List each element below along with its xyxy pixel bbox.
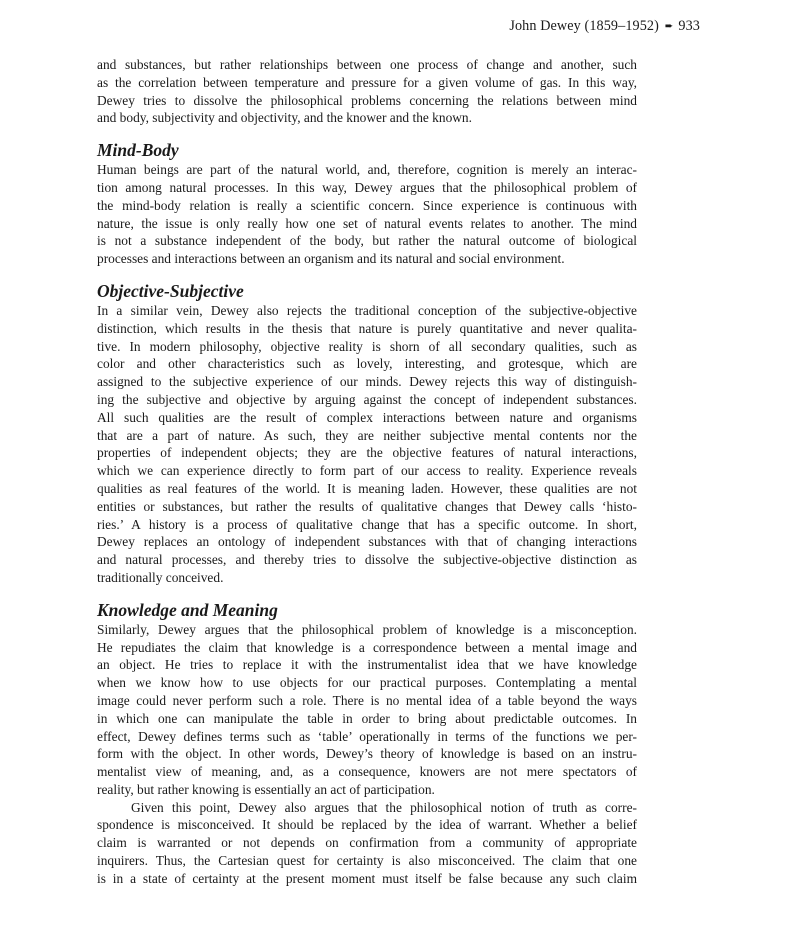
text-line: reality, but rather knowing is essentially an act of participation.: [97, 781, 435, 797]
text-line: and natural processes, and thereby tries to dissolve the subjective-objective distinction as: [97, 552, 637, 568]
section-heading-knowledge-and-meaning: Knowledge and Meaning: [97, 599, 278, 620]
text-line: distinction, which results in the thesis that nature is purely quantitative and never qualita-: [97, 320, 637, 336]
objective-subjective-paragraph: [97, 302, 637, 587]
text-line: and body, subjectivity and objectivity, and the knower and the known.: [97, 110, 472, 126]
text-line: ries.’ A history is a process of qualitative change that has a specific outcome. In short,: [97, 516, 637, 532]
text-line: assigned to the subjective experience of our minds. Dewey rejects this way of distinguish-: [97, 374, 637, 390]
text-line: properties of independent objects; they are the objective features of natural interactions,: [97, 445, 637, 461]
text-line: nature, the issue is only really how one set of natural events relates to another. The mind: [97, 215, 637, 231]
page-number: 933: [678, 18, 700, 34]
text-line: spondence is misconceived. It should be replaced by the idea of warrant. Whether a belief: [97, 817, 637, 833]
mind-body-paragraph: [97, 161, 637, 268]
text-line: effect, Dewey defines terms such as ‘table’ operationally in terms of the functions we per-: [97, 728, 637, 744]
text-line: qualities as real features of the world. It is meaning laden. However, these qualities are not: [97, 480, 637, 496]
text-line: form with the object. In other words, Dewey’s theory of knowledge is based on an instru-: [97, 746, 637, 762]
text-line: mentalist view of meaning, and, as a consequence, knowers are not mere spectators of: [97, 764, 637, 780]
text-line: In a similar vein, Dewey also rejects the traditional conception of the subjective-objective: [97, 302, 637, 318]
text-line: and substances, but rather relationships between one process of change and another, such: [97, 57, 637, 72]
knowledge-paragraph: [97, 621, 637, 799]
text-line: He repudiates the claim that knowledge is a correspondence between a mental image and: [97, 639, 637, 655]
text-line: which we can experience directly to form part of our access to reality. Experience reveals: [97, 463, 637, 479]
diamond-arrow-icon: ➨: [664, 21, 674, 32]
text-line: the mind-body relation is really a scientific concern. Since experience is continuous with: [97, 197, 637, 213]
text-line: image could never perform such a role. There is no mental idea of a table beyond the ways: [97, 692, 637, 708]
text-line: inquirers. Thus, the Cartesian quest for certainty is also misconceived. The claim that one: [97, 853, 637, 869]
text-line: that are a part of nature. As such, they are neither subjective mental contents nor the: [97, 427, 637, 443]
text-line: an object. He tries to replace it with the instrumentalist idea that we have knowledge: [97, 657, 637, 673]
text-line: Dewey replaces an ontology of independent substances with that of changing interactions: [97, 534, 637, 550]
text-line: is not a substance independent of the body, but rather the natural outcome of biological: [97, 233, 637, 249]
text-line: tive. In modern philosophy, objective reality is shorn of all secondary qualities, such as: [97, 338, 637, 354]
text-line: color and other characteristics such as lovely, interesting, and grotesque, which are: [97, 356, 637, 372]
section-heading-mind-body: Mind-Body: [97, 140, 179, 161]
intro-paragraph: [97, 56, 637, 127]
text-line: claim is warranted or not depends on confirmation from a community of appropriate: [97, 835, 637, 851]
running-header: [97, 18, 700, 35]
text-line: entities or substances, but rather the results of qualitative changes that Dewey calls ‘histo-: [97, 498, 637, 514]
truth-paragraph: [97, 799, 637, 888]
text-line: processes and interactions between an organism and its natural and social environment.: [97, 251, 565, 267]
text-line: tion among natural processes. In this way, Dewey argues that the philosophical problem of: [97, 179, 637, 195]
text-line: as the correlation between temperature and pressure for a given volume of gas. In this way,: [97, 74, 637, 90]
text-line: Dewey tries to dissolve the philosophical problems concerning the relations between mind: [97, 92, 637, 108]
page-body: [97, 56, 637, 888]
text-line: ing the subjective and objective by arguing against the concept of independent substances.: [97, 391, 637, 407]
text-line: in which one can manipulate the table in order to bring about predictable outcomes. In: [97, 710, 637, 726]
running-title: John Dewey (1859–1952): [509, 18, 659, 34]
text-line: traditionally conceived.: [97, 569, 224, 585]
text-line: when we know how to use objects for our practical purposes. Contemplating a mental: [97, 675, 637, 691]
text-line: is in a state of certainty at the present moment must itself be false because any such claim: [97, 870, 637, 886]
text-line: Given this point, Dewey also argues that the philosophical notion of truth as corre-: [131, 799, 637, 815]
text-line: All such qualities are the result of complex interactions between nature and organisms: [97, 409, 637, 425]
text-line: Similarly, Dewey argues that the philosophical problem of knowledge is a misconception.: [97, 621, 637, 637]
section-heading-objective-subjective: Objective-Subjective: [97, 280, 244, 301]
text-line: Human beings are part of the natural world, and, therefore, cognition is merely an interac-: [97, 162, 637, 178]
